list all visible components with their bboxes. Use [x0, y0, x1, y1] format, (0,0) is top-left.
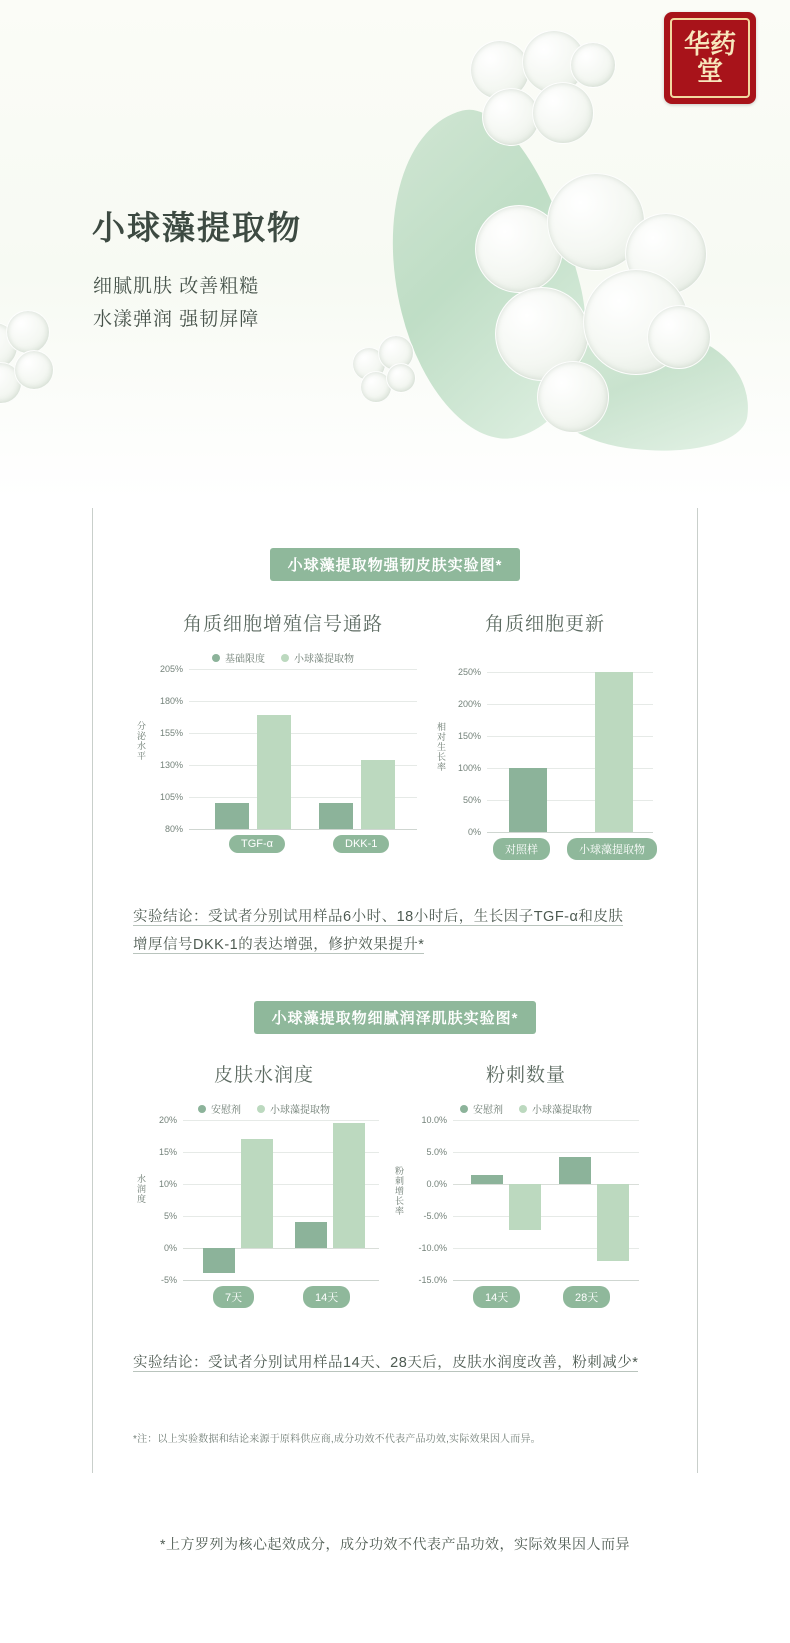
chart-2-ytick-5: 250% — [457, 667, 481, 677]
section-2-band-wrap — [133, 1001, 657, 1034]
chart-3-title: 皮肤水润度 — [213, 1065, 314, 1087]
chart-4-bar-placebo-14d — [471, 1175, 503, 1184]
chart-2 — [433, 609, 657, 856]
chart-2-ylabel: 相对生长率 — [436, 722, 446, 772]
chart-1 — [133, 609, 433, 852]
chart-1-bar-base-dkk — [319, 803, 353, 829]
chart-4-bar-algae-28d — [597, 1184, 629, 1261]
chart-3-panel — [133, 1115, 395, 1305]
content-area — [133, 508, 657, 1473]
chart-2-bar-control — [509, 768, 547, 832]
chart-4-legend — [395, 1101, 657, 1116]
conclusion-1-text: 实验结论：受试者分别试用样品6小时、18小时后，生长因子TGF-α和皮肤增厚信号DKK-1的表达增强，修护效果提升* — [133, 909, 624, 953]
chart-3-bar-algae-14d — [333, 1123, 365, 1248]
chart-1-bar-algae-dkk — [361, 760, 395, 829]
chart-4-category-0: 14天 — [473, 1286, 520, 1308]
chart-4-ylabel: 粉刺增长率 — [394, 1166, 404, 1217]
conclusion-1 — [133, 904, 633, 959]
chart-1-ytick-2: 130% — [159, 760, 183, 770]
chart-3-legend-label-0: 安慰剂 — [211, 1105, 241, 1117]
section-2-band: 小球藻提取物细腻润泽肌肤实验图* — [254, 1001, 537, 1034]
chart-3-ylabel: 水润度 — [136, 1174, 146, 1205]
chart-3-ytick-1: 0% — [163, 1243, 177, 1254]
chart-3-legend-item-0 — [198, 1101, 241, 1116]
legend-dot-dark-icon — [460, 1105, 468, 1113]
chart-row-1 — [133, 609, 657, 856]
page-title: 小球藻提取物 — [92, 209, 302, 246]
chart-3-legend — [133, 1101, 395, 1116]
chart-1-ytick-0: 80% — [164, 824, 183, 834]
chart-2-ytick-0: 0% — [467, 827, 481, 837]
chart-1-legend-item-0 — [212, 650, 265, 665]
chart-4-legend-item-1 — [519, 1101, 592, 1116]
chart-2-ytick-1: 50% — [462, 795, 481, 805]
chart-3 — [133, 1060, 395, 1305]
hero-subtitle-line2: 水漾弹润 强韧屏障 — [93, 309, 260, 331]
chart-1-ytick-5: 205% — [159, 664, 183, 674]
brand-logo — [664, 12, 756, 104]
chart-4-title: 粉刺数量 — [485, 1065, 566, 1087]
chart-1-legend-label-1: 小球藻提取物 — [294, 654, 354, 665]
chart-3-ytick-5: 20% — [158, 1115, 177, 1126]
chart-1-ytick-1: 105% — [159, 792, 183, 802]
legend-dot-dark-icon — [198, 1105, 206, 1113]
chart-4-legend-item-0 — [460, 1101, 503, 1116]
chart-4-bar-placebo-28d — [559, 1157, 591, 1184]
chart-4-bar-algae-14d — [509, 1184, 541, 1230]
chart-2-panel — [433, 667, 657, 856]
chart-3-ytick-3: 10% — [158, 1179, 177, 1190]
chart-4-ytick-1: -10.0% — [418, 1243, 447, 1254]
legend-dot-light-icon — [281, 654, 289, 662]
chart-3-bar-algae-7d — [241, 1139, 273, 1248]
chart-1-ytick-4: 180% — [159, 696, 183, 706]
chart-4-ytick-3: 0.0% — [426, 1179, 447, 1190]
brand-logo-inner — [670, 18, 750, 98]
chart-4-plot — [453, 1120, 639, 1281]
chart-4-ytick-5: 10.0% — [421, 1115, 447, 1126]
hero-subtitle — [93, 270, 259, 337]
chart-3-ytick-0: -5% — [160, 1275, 177, 1286]
legend-dot-light-icon — [519, 1105, 527, 1113]
chart-1-legend-label-0: 基础限度 — [225, 654, 265, 665]
chart-2-ytick-3: 150% — [457, 731, 481, 741]
chart-4-ytick-0: -15.0% — [418, 1275, 447, 1286]
chart-2-plot — [487, 672, 653, 833]
chart-4-legend-label-1: 小球藻提取物 — [532, 1105, 592, 1117]
chart-3-ytick-2: 5% — [163, 1211, 177, 1222]
chart-4 — [394, 1060, 657, 1305]
footnote: *注：以上实验数据和结论来源于原料供应商,成分功效不代表产品功效,实际效果因人而异。 — [133, 1433, 541, 1445]
chart-1-category-0: TGF-α — [229, 835, 285, 853]
chart-4-category-1: 28天 — [563, 1286, 610, 1308]
chart-2-category-0: 对照样 — [493, 838, 550, 860]
chart-3-bar-placebo-14d — [295, 1222, 327, 1248]
hero-banner — [0, 0, 790, 500]
conclusion-2-text: 实验结论：受试者分别试用样品14天、28天后，皮肤水润度改善，粉刺减少* — [133, 1355, 639, 1372]
chart-2-bar-algae — [595, 672, 633, 832]
chart-1-ytick-3: 155% — [159, 728, 183, 738]
chart-row-2 — [133, 1060, 657, 1305]
chart-1-plot — [189, 669, 417, 830]
chart-3-ytick-4: 15% — [158, 1147, 177, 1158]
chart-3-category-0: 7天 — [213, 1286, 254, 1308]
chart-2-title: 角质细胞更新 — [484, 614, 605, 635]
chart-2-ytick-2: 100% — [457, 763, 481, 773]
chart-3-plot — [183, 1120, 379, 1281]
conclusion-2 — [133, 1350, 643, 1378]
chart-3-legend-item-1 — [257, 1101, 330, 1116]
chart-1-bar-base-tgf — [215, 803, 249, 829]
section-1-band: 小球藻提取物强韧皮肤实验图* — [270, 548, 521, 581]
chart-4-ytick-2: -5.0% — [423, 1211, 447, 1222]
chart-2-ytick-4: 200% — [457, 699, 481, 709]
hero-subtitle-line1: 细腻肌肤 改善粗糙 — [93, 276, 260, 297]
chart-2-category-1: 小球藻提取物 — [567, 838, 657, 860]
bottom-note: *上方罗列为核心起效成分，成分功效不代表产品功效，实际效果因人而异 — [160, 1536, 630, 1552]
chart-1-ylabel: 分泌水平 — [136, 721, 146, 761]
chart-3-legend-label-1: 小球藻提取物 — [270, 1105, 330, 1117]
legend-dot-dark-icon — [212, 654, 220, 662]
section-1-band-wrap — [133, 548, 657, 581]
chart-1-bar-algae-tgf — [257, 715, 291, 829]
chart-1-legend-item-1 — [281, 650, 354, 665]
chart-4-legend-label-0: 安慰剂 — [473, 1105, 503, 1117]
chart-1-panel — [133, 664, 433, 850]
chart-4-panel — [394, 1115, 657, 1305]
brand-logo-text: 华药堂 — [683, 29, 736, 86]
chart-1-title: 角质细胞增殖信号通路 — [182, 614, 383, 635]
chart-4-ytick-4: 5.0% — [426, 1147, 447, 1158]
chart-3-bar-placebo-7d — [203, 1248, 235, 1273]
chart-3-category-1: 14天 — [303, 1286, 350, 1308]
legend-dot-light-icon — [257, 1105, 265, 1113]
chart-1-category-1: DKK-1 — [333, 835, 389, 853]
chart-1-legend — [133, 650, 433, 665]
